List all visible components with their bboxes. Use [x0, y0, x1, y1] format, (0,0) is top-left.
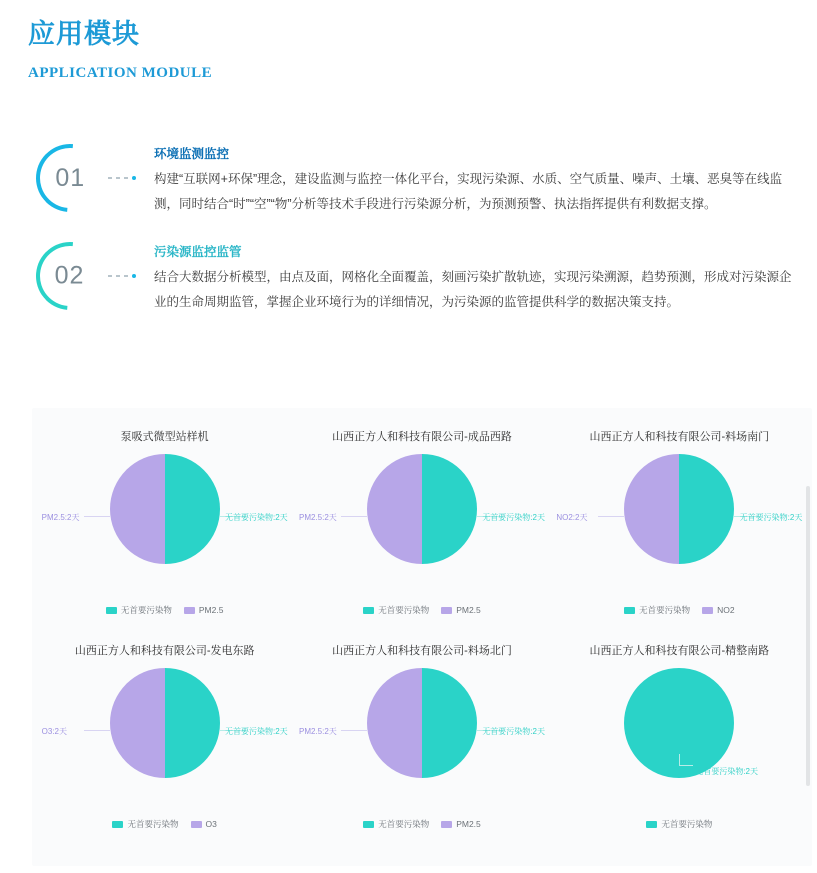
pie-slices: [624, 454, 734, 564]
leader-line: [84, 516, 110, 517]
legend-swatch-icon: [363, 821, 374, 828]
legend-label: O3: [205, 819, 217, 829]
module-title: 污染源监控监管: [154, 245, 242, 260]
pie-label-left: O3:2天: [41, 727, 67, 736]
pie-label-right: 无首要污染物:2天: [224, 727, 288, 736]
chart-panel-scrollbar[interactable]: [806, 486, 810, 786]
legend-item[interactable]: [363, 604, 429, 616]
legend-swatch-icon: [106, 607, 117, 614]
legend-label: 无首要污染物: [661, 819, 713, 829]
legend-swatch-icon: [624, 607, 635, 614]
module-number: 01: [55, 163, 85, 192]
chart-cell: [551, 628, 808, 842]
module-item: [34, 242, 817, 314]
chart-title: 山西正方人和科技有限公司-料场南门: [589, 431, 770, 443]
legend-label: PM2.5: [456, 605, 481, 615]
legend-label: 无首要污染物: [378, 605, 430, 615]
module-ring-icon: [22, 130, 118, 226]
pie-chart[interactable]: [40, 664, 290, 804]
legend-item[interactable]: [106, 604, 172, 616]
chart-legend: [106, 604, 224, 616]
pie-slices: [367, 454, 477, 564]
legend-label: 无首要污染物: [127, 819, 179, 829]
module-badge: [34, 144, 154, 216]
pie-label-left: PM2.5:2天: [298, 727, 337, 736]
module-text: [154, 144, 817, 216]
legend-label: 无首要污染物: [378, 819, 430, 829]
pie-chart[interactable]: [554, 664, 804, 804]
legend-label: NO2: [717, 605, 735, 615]
pie-chart[interactable]: [554, 450, 804, 590]
page-subtitle: APPLICATION MODULE: [28, 65, 213, 82]
legend-item[interactable]: [441, 819, 481, 829]
module-description: 构建“互联网+环保”理念，建设监测与监控一体化平台，实现污染源、水质、空气质量、噪声、土壤、恶臭等在线监测，同时结合“时”“空”“物”分析等技术手段进行污染源分析，为预测预警、执法指挥提供有利数据支撑。: [154, 172, 783, 211]
legend-label: PM2.5: [198, 605, 224, 615]
legend-swatch-icon: [441, 607, 452, 614]
legend-item[interactable]: [363, 818, 429, 830]
legend-swatch-icon: [441, 821, 452, 828]
legend-item[interactable]: [702, 605, 734, 615]
chart-title: 山西正方人和科技有限公司-成品西路: [332, 431, 512, 443]
module-number: 02: [55, 261, 85, 290]
chart-title: 山西正方人和科技有限公司-发电东路: [74, 645, 255, 657]
chart-title: 泵吸式微型站样机: [120, 431, 209, 443]
chart-cell: [551, 414, 808, 628]
legend-item[interactable]: [191, 819, 217, 829]
legend-swatch-icon: [191, 821, 202, 828]
pie-chart[interactable]: [40, 450, 290, 590]
legend-label: 无首要污染物: [120, 605, 172, 615]
page-title: 应用模块: [28, 19, 140, 49]
pie-label-bottom: 无首要污染物:2天: [695, 767, 758, 776]
dotted-connector-icon: [108, 273, 150, 279]
module-badge: [34, 242, 154, 314]
chart-cell: [36, 414, 293, 628]
legend-swatch-icon: [646, 821, 657, 828]
pie-label-left: PM2.5:2天: [298, 513, 337, 522]
pie-label-right: 无首要污染物:2天: [482, 727, 545, 736]
pie-label-left: NO2:2天: [556, 513, 588, 522]
pie-label-right: 无首要污染物:2天: [224, 513, 288, 522]
chart-title: 山西正方人和科技有限公司-料场北门: [332, 645, 512, 657]
legend-item[interactable]: [646, 818, 712, 830]
legend-swatch-icon: [702, 607, 713, 614]
chart-cell: [36, 628, 293, 842]
chart-grid: [32, 408, 812, 842]
pie-slices: [110, 454, 220, 564]
legend-label: 无首要污染物: [639, 605, 691, 615]
module-text: [154, 242, 817, 314]
chart-legend: [646, 818, 712, 830]
legend-item[interactable]: [184, 605, 224, 615]
pie-label-right: 无首要污染物:2天: [482, 513, 545, 522]
chart-title: 山西正方人和科技有限公司-精整南路: [589, 645, 770, 657]
leader-line: [341, 730, 367, 731]
chart-cell: [293, 414, 550, 628]
chart-legend: [112, 818, 216, 830]
legend-item[interactable]: [441, 605, 481, 615]
chart-legend: [363, 818, 481, 830]
legend-swatch-icon: [184, 607, 195, 614]
leader-line: [84, 730, 110, 731]
module-ring-icon: [22, 228, 118, 324]
page-header: [0, 0, 817, 82]
legend-swatch-icon: [363, 607, 374, 614]
module-item: [34, 144, 817, 216]
module-list: [0, 144, 817, 314]
chart-panel: [32, 408, 812, 866]
dotted-connector-icon: [108, 175, 150, 181]
legend-item[interactable]: [112, 818, 178, 830]
legend-label: PM2.5: [456, 819, 481, 829]
chart-cell: [293, 628, 550, 842]
leader-line: [679, 765, 693, 766]
module-description: 结合大数据分析模型，由点及面，网格化全面覆盖，刻画污染扩散轨迹，实现污染溯源，趋势预测，形成对污染源企业的生命周期监管，掌握企业环境行为的详细情况，为污染源的监管提供科学的数据决策支持。: [154, 270, 792, 309]
pie-label-left: PM2.5:2天: [41, 513, 80, 522]
pie-label-right: 无首要污染物:2天: [739, 513, 803, 522]
pie-chart[interactable]: [297, 450, 547, 590]
legend-item[interactable]: [624, 604, 690, 616]
pie-slices: [367, 668, 477, 778]
leader-line: [598, 516, 624, 517]
leader-line: [341, 516, 367, 517]
legend-swatch-icon: [112, 821, 123, 828]
module-title: 环境监测监控: [154, 147, 230, 162]
chart-legend: [624, 604, 735, 616]
pie-slices: [110, 668, 220, 778]
chart-legend: [363, 604, 481, 616]
pie-chart[interactable]: [297, 664, 547, 804]
